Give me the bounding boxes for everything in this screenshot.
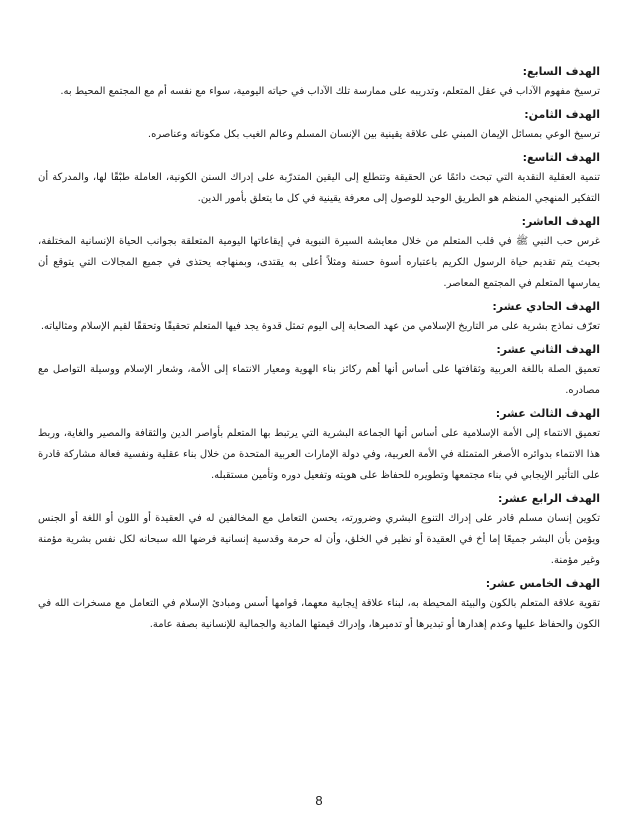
goal-text: ترسيخ مفهوم الآداب في عقل المتعلم، وتدريبه على ممارسة تلك الآداب في حياته اليومية، سواء مع نفسه أم مع المجتمع المحيط به. <box>60 86 600 97</box>
goal-text: تنمية العقلية النقدية التي تبحث دائمًا عن الحقيقة وتتطلع إلى اليقين المتدرّبة على إدراك السنن الكونية، العاملة طبْقًا لها، والمدركة أن التفكير المنهجي المنظم هو الطريق الوحيد للوصول إلى معرفة يقينية في كل ما يتعلق بأمور الدين. <box>38 172 600 204</box>
goal-title: الهدف الثالث عشر: <box>495 407 600 420</box>
goal-title: الهدف العاشر: <box>521 215 600 228</box>
goal-title: الهدف الرابع عشر: <box>497 492 600 505</box>
goal-text: تعميق الصلة باللغة العربية وثقافتها على أساس أنها أهم ركائز بناء الهوية ومعيار الانتماء إلى الأمة، وشعار الإسلام ووسيلة التواصل مع مصادره. <box>38 364 600 396</box>
goal-title: الهدف الثامن: <box>524 108 600 121</box>
goal-title: الهدف الحادي عشر: <box>492 300 600 313</box>
goal-15 <box>38 574 600 635</box>
goal-text: ترسيخ الوعي بمسائل الإيمان المبني على علاقة يقينية بين الإنسان المسلم وعالم الغيب بكل مكوناته وعناصره. <box>147 129 600 140</box>
goal-13 <box>38 404 600 486</box>
goal-text: تعميق الانتماء إلى الأمة الإسلامية على أساس أنها الجماعة البشرية التي يرتبط بها المتعلم بأواصر الدين والثقافة والمصير والغاية، وربط هذا الانتماء بدوائره الأصغر المتمثلة في الأمة العربية، وفي دولة الإمارات العربية المتحدة من خلال بناء عقلية ونفسية فعالة مشاركة قادرة على التأثير الإيجابي في بناء مجتمعها وتطويره للحفاظ على هويته وتفعيل دوره وتأمين مستقبله. <box>38 428 600 481</box>
goal-14 <box>38 489 600 571</box>
goal-8 <box>38 105 600 145</box>
goal-12 <box>38 340 600 401</box>
goal-7 <box>38 62 600 102</box>
goal-9 <box>38 148 600 209</box>
document-body <box>38 62 600 638</box>
goal-text: غرس حب النبي ﷺ في قلب المتعلم من خلال معايشة السيرة النبوية في إيقاعاتها اليومية المتعلقة بجوانب الحياة الإنسانية المختلفة، بحيث يتم تقديم حياة الرسول الكريم باعتباره أسوة حسنة ومثلاً أعلى به يقتدى، وبمنهاجه يحتذى في جميع المجالات التي يتوقع أن يمارسها المتعلم في المجتمع المعاصر. <box>38 236 600 289</box>
goal-10 <box>38 212 600 294</box>
goal-11 <box>38 297 600 337</box>
goal-title: الهدف الثاني عشر: <box>496 343 600 356</box>
goal-text: تعرّف نماذج بشرية على مر التاريخ الإسلامي من عهد الصحابة إلى اليوم تمثل قدوة يجد فيها المتعلم تحقيقًا وتحققًا لقيم الإسلام ومثالياته. <box>40 321 600 332</box>
goal-title: الهدف الخامس عشر: <box>485 577 600 590</box>
goal-title: الهدف السابع: <box>522 65 600 78</box>
goal-text: تكوين إنسان مسلم قادر على إدراك التنوع البشري وضرورته، يحسن التعامل مع المخالفين له في العقيدة أو اللون أو اللغة أو الجنس ويؤمن بأن البشر جميعًا إما أخ في العقيدة أو نظير في الخلق، وأن له حرمة وقدسية إنسانية فرضها الله سبحانه لكل نفس بشرية مؤمنة وغير مؤمنة. <box>38 513 600 566</box>
page-number: 8 <box>315 793 323 808</box>
goal-text: تقوية علاقة المتعلم بالكون والبيئة المحيطة به، لبناء علاقة إيجابية معهما، قوامها أسس ومبادئ الإسلام في التعامل مع مسخرات الله في الكون والحفاظ عليها وعدم إهدارها أو تبديرها أو تدميرها، وإدراك قيمتها المادية والجمالية للإنسانية بصفة عامة. <box>38 598 600 630</box>
goal-title: الهدف التاسع: <box>522 151 600 164</box>
